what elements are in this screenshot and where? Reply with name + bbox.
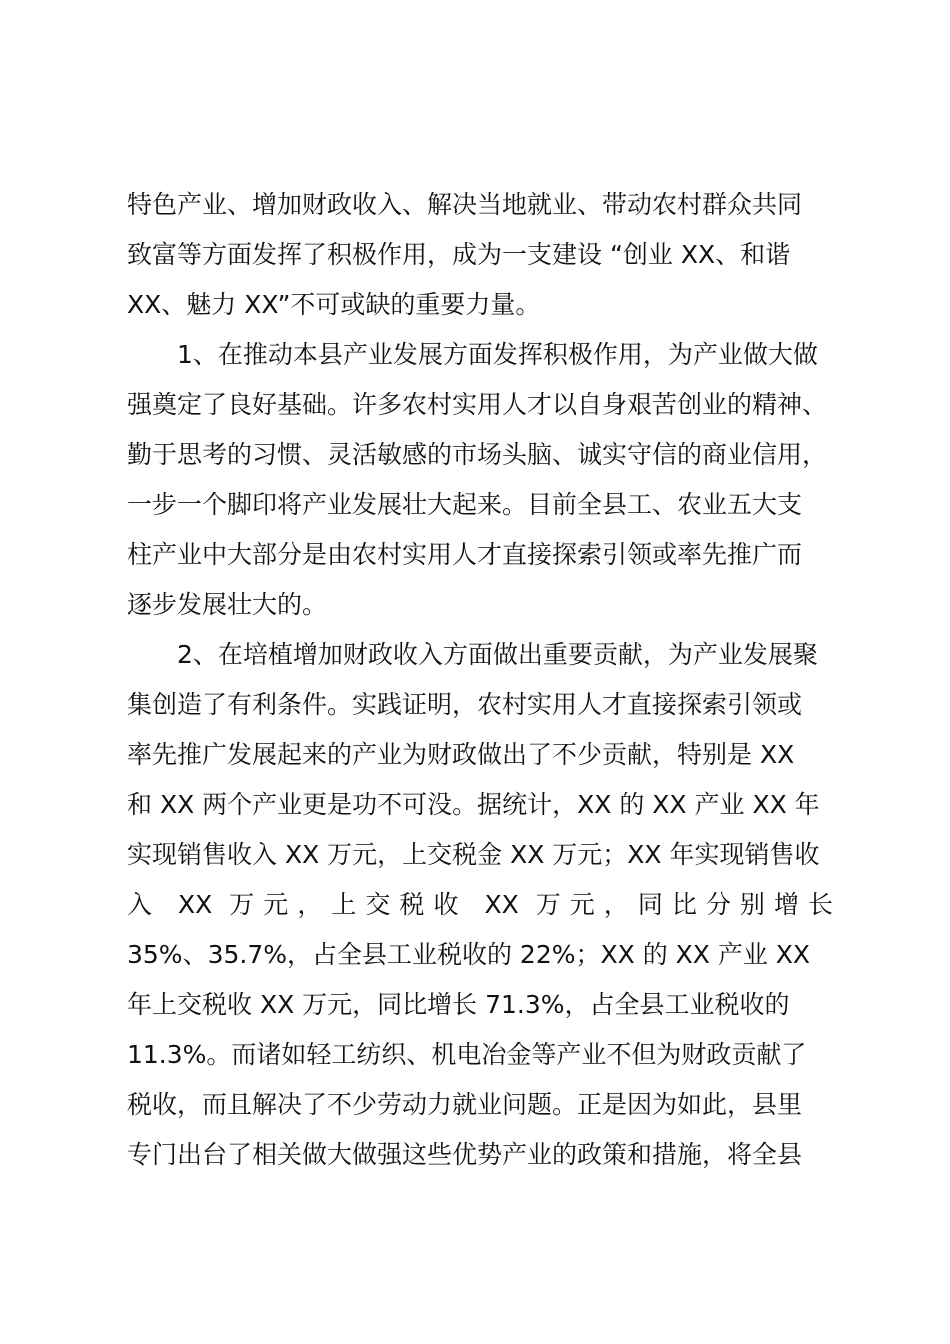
paragraph-2-first-line: 2、在培植增加财政收入方面做出重要贡献，为产业发展聚 <box>177 640 818 669</box>
body-text-line: 强奠定了良好基础。许多农村实用人才以自身艰苦创业的精神、 <box>127 390 828 419</box>
body-text-line: 特色产业、增加财政收入、解决当地就业、带动农村群众共同 <box>127 190 803 219</box>
body-text-line: 一步一个脚印将产业发展壮大起来。目前全县工、农业五大支 <box>127 490 803 519</box>
body-text-line: 和 XX 两个产业更是功不可没。据统计，XX 的 XX 产业 XX 年 <box>127 790 820 819</box>
body-text-line: 入 XX 万元，上交税收 XX 万元，同比分别增长 <box>127 890 833 919</box>
body-text-line: 集创造了有利条件。实践证明，农村实用人才直接探索引领或 <box>127 690 803 719</box>
body-text-line: 35%、35.7%，占全县工业税收的 22%；XX 的 XX 产业 XX <box>127 940 811 969</box>
body-text-line: 年上交税收 XX 万元，同比增长 71.3%，占全县工业税收的 <box>127 990 790 1019</box>
body-text-line: 实现销售收入 XX 万元，上交税金 XX 万元；XX 年实现销售收 <box>127 840 820 869</box>
body-text-line: 勤于思考的习惯、灵活敏感的市场头脑、诚实守信的商业信用， <box>127 440 828 469</box>
body-text-line: XX、魅力 XX”不可或缺的重要力量。 <box>127 290 541 319</box>
body-text-line: 专门出台了相关做大做强这些优势产业的政策和措施，将全县 <box>127 1140 803 1169</box>
body-text-line: 柱产业中大部分是由农村实用人才直接探索引领或率先推广而 <box>127 540 803 569</box>
body-text-line: 率先推广发展起来的产业为财政做出了不少贡献，特别是 XX <box>127 740 795 769</box>
body-text-line: 致富等方面发挥了积极作用，成为一支建设 “创业 XX、和谐 <box>127 240 791 269</box>
paragraph-1-first-line: 1、在推动本县产业发展方面发挥积极作用，为产业做大做 <box>177 340 818 369</box>
body-text-line: 11.3%。而诸如轻工纺织、机电冶金等产业不但为财政贡献了 <box>127 1040 807 1069</box>
body-text-line: 税收，而且解决了不少劳动力就业问题。正是因为如此，县里 <box>127 1090 803 1119</box>
body-text-line: 逐步发展壮大的。 <box>127 590 328 619</box>
